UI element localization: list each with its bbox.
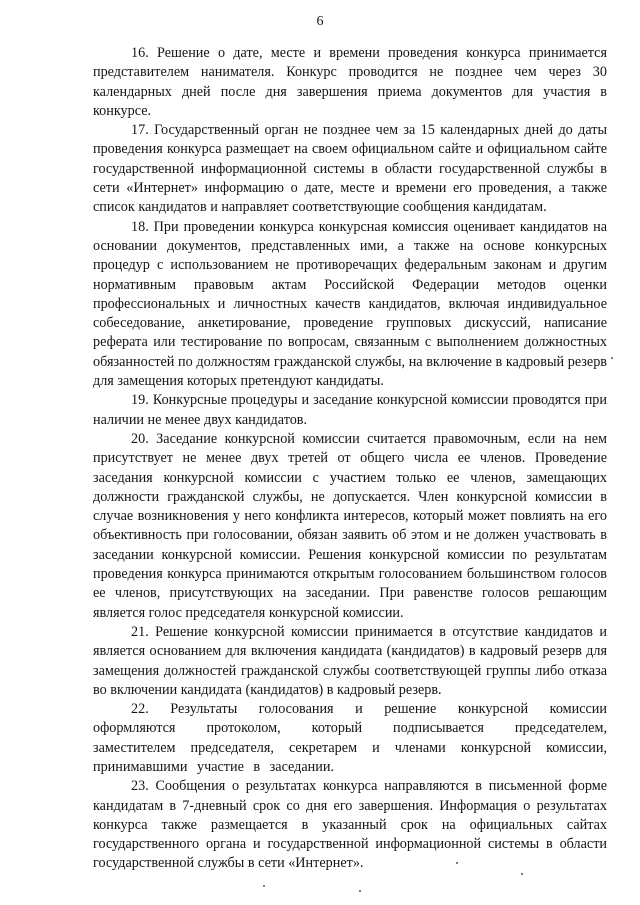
paragraph-22: 22. Результаты голосования и решение конкурсной комиссии оформляются протоколом, который подписывается председателем, заместителем председателя, секретарем и членами конкурсной комиссии, принимавшими участие в заседании. bbox=[93, 701, 607, 775]
document-body bbox=[93, 44, 607, 874]
scan-speck bbox=[359, 890, 361, 892]
scan-speck bbox=[263, 885, 265, 887]
scan-speck bbox=[456, 862, 458, 864]
paragraph-18: 18. При проведении конкурса конкурсная комиссия оценивает кандидатов на основании документов, представленных ими, а также на основе конкурсных процедур с использованием не противоречащих федеральным законам и другим нормативным правовым актам Российской Федерации методов оценки профессиональных и личностных качеств кандидатов, включая индивидуальное собеседование, анкетирование, проведение групповых дискуссий, написание реферата или тестирование по вопросам, связанным с выполнением должностных обязанностей по должностям гражданской службы, на включение в кадровый резерв для замещения которых претендуют кандидаты. bbox=[93, 218, 607, 390]
paragraph-20: 20. Заседание конкурсной комиссии считается правомочным, если на нем присутствует не менее двух третей от общего числа ее членов. Проведение заседания конкурсной комиссии с участием только ее членов, замещающих должности гражданской службы, не допускается. Член конкурсной комиссии в случае возникновения у него конфликта интересов, который может повлиять на его объективность при голосовании, обязан заявить об этом и не должен участвовать в заседании конкурсной комиссии. Решения конкурсной комиссии по результатам проведения конкурса принимаются открытым голосованием большинством голосов ее членов, присутствующих на заседании. При равенстве голосов решающим является голос председателя конкурсной комиссии. bbox=[93, 430, 607, 621]
paragraph-19: 19. Конкурсные процедуры и заседание конкурсной комиссии проводятся при наличии не менее двух кандидатов. bbox=[93, 392, 607, 428]
paragraph-17: 17. Государственный орган не позднее чем за 15 календарных дней до даты проведения конкурса размещает на своем официальном сайте и официальном сайте государственной информационной системы в области государственной службы в сети «Интернет» информацию о дате, месте и времени его проведения, а также список кандидатов и направляет соответствующие сообщения кандидатам. bbox=[93, 122, 607, 216]
paragraph-23: 23. Сообщения о результатах конкурса направляются в письменной форме кандидатам в 7-дневный срок со дня его завершения. Информация о результатах конкурса также размещается в указанный срок на официальных сайтах государственного органа и государственной информационной системы в области государственной службы в сети «Интернет». bbox=[93, 778, 607, 872]
page-number: 6 bbox=[316, 14, 324, 29]
scan-speck bbox=[521, 873, 523, 875]
paragraph-16: 16. Решение о дате, месте и времени проведения конкурса принимается представителем нанимателя. Конкурс проводится не позднее чем через 30 календарных дней после дня завершения приема документов для участия в конкурсе. bbox=[93, 45, 607, 119]
scan-speck bbox=[611, 357, 613, 359]
paragraph-21: 21. Решение конкурсной комиссии принимается в отсутствие кандидатов и является основанием для включения кандидата (кандидатов) в кадровый резерв для замещения должностей гражданской службы соответствующей группы либо отказа во включении кандидата (кандидатов) в кадровый резерв. bbox=[93, 623, 607, 698]
